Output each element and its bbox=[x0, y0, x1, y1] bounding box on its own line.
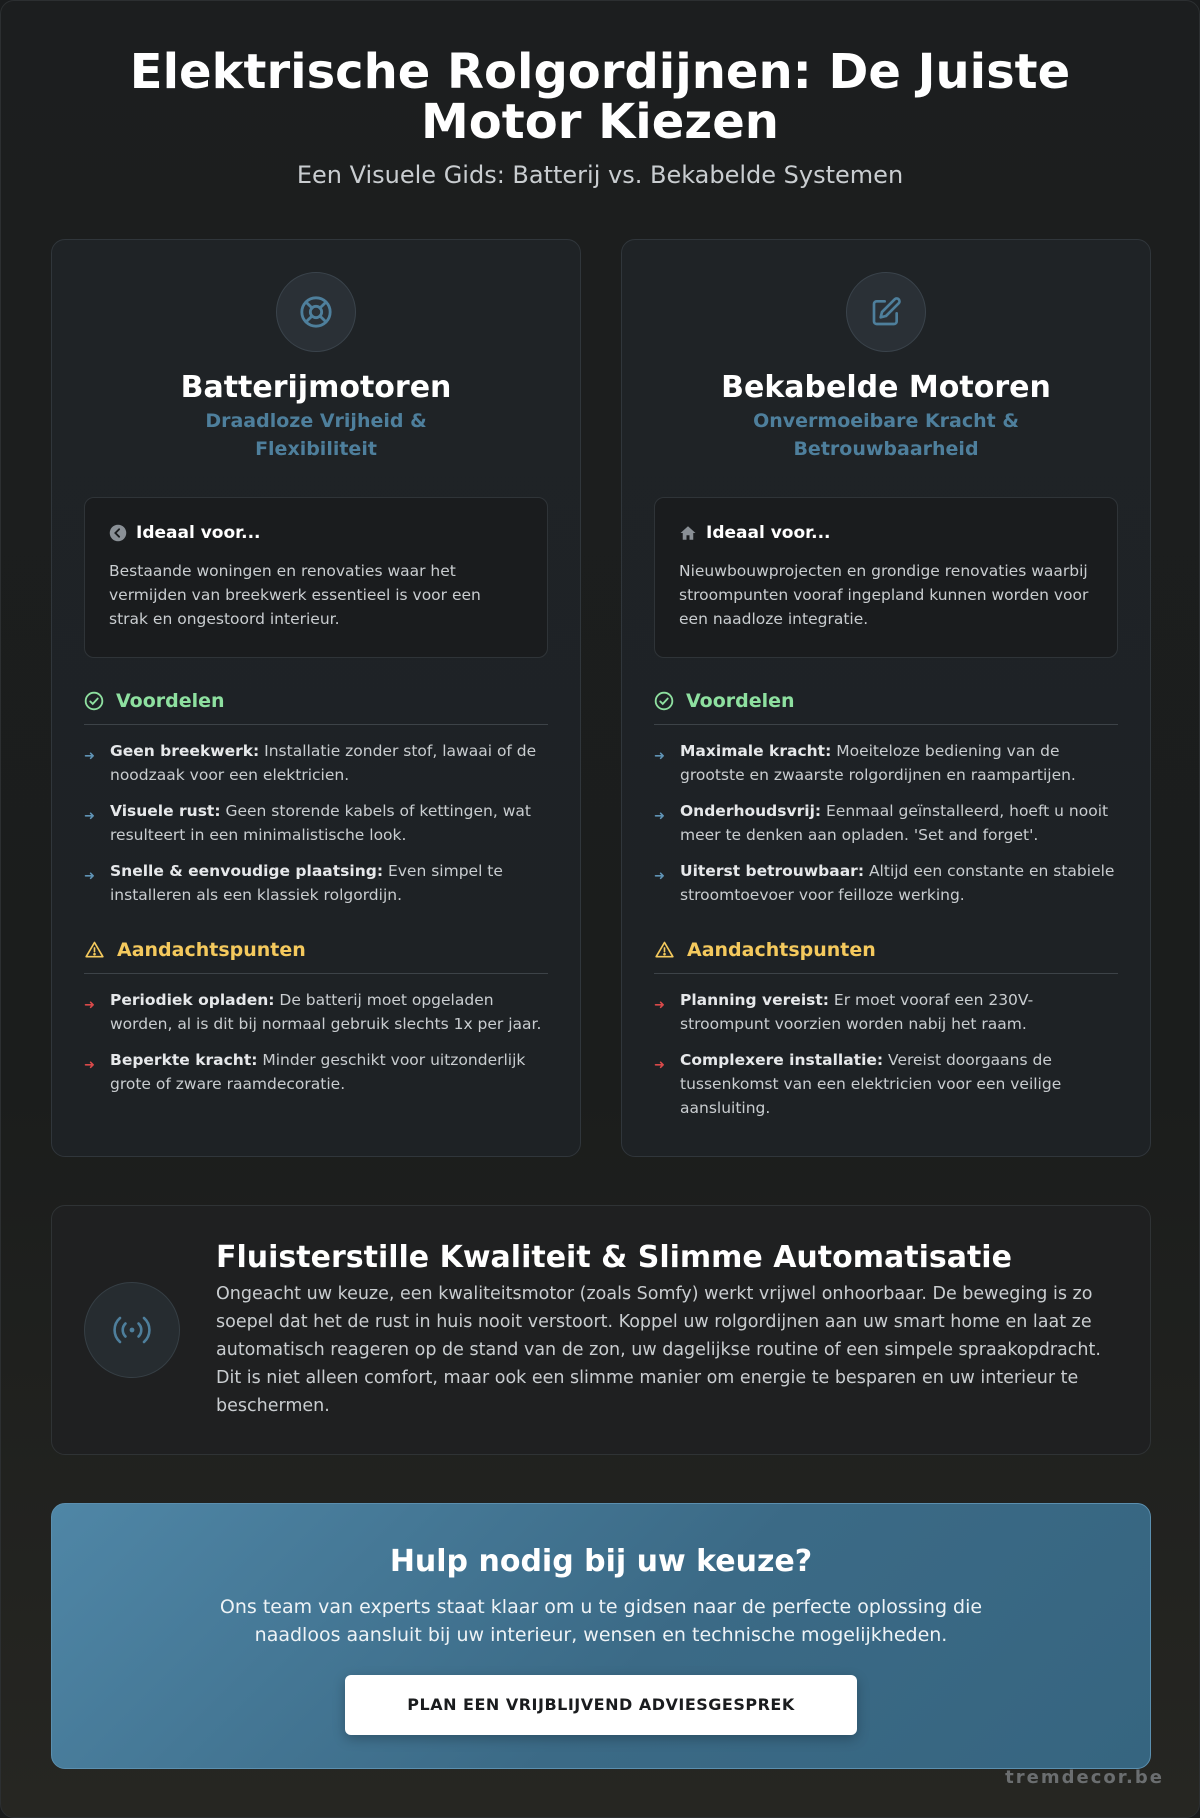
cta-panel bbox=[51, 1503, 1151, 1769]
list-item: ➜ Geen breekwerk: Installatie zonder stof, lawaai of de noodzaak voor een elektricien. bbox=[84, 739, 548, 787]
cons-heading bbox=[654, 939, 1118, 974]
arrow-left-circle-icon bbox=[109, 524, 127, 542]
pros-list bbox=[84, 739, 548, 907]
cons-list bbox=[654, 988, 1118, 1120]
list-item: ➜ Maximale kracht: Moeiteloze bediening van de grootste en zwaarste rolgordijnen en raampartijen. bbox=[654, 739, 1118, 787]
lifebuoy-icon bbox=[276, 272, 356, 352]
wireless-signal-icon bbox=[84, 1282, 180, 1378]
card-title: Bekabelde Motoren bbox=[721, 370, 1051, 405]
card-tagline: Draadloze Vrijheid & Flexibiliteit bbox=[205, 410, 427, 460]
list-item: ➜ Beperkte kracht: Minder geschikt voor uitzonderlijk grote of zware raamdecoratie. bbox=[84, 1048, 548, 1096]
arrow-right-icon: ➜ bbox=[654, 1058, 665, 1073]
feature-text: Ongeacht uw keuze, een kwaliteitsmotor (zoals Somfy) werkt vrijwel onhoorbaar. De beweging is zo soepel dat het de rust in huis nooit verstoort. Koppel uw rolgordijnen aan uw smart home en laat ze automatisch reageren op de stand van de zon, uw dagelijkse routine of een simpele spraakopdracht. Dit is niet alleen comfort, maar ook een slimme manier om energie te besparen en uw interieur te beschermen. bbox=[216, 1284, 1101, 1416]
pros-label: Voordelen bbox=[116, 690, 225, 712]
list-item: ➜ Onderhoudsvrij: Eenmaal geïnstalleerd, hoeft u nooit meer te denken aan opladen. 'Set and forget'. bbox=[654, 799, 1118, 847]
warning-triangle-icon bbox=[84, 940, 105, 960]
arrow-right-icon: ➜ bbox=[84, 1058, 95, 1073]
cons-label: Aandachtspunten bbox=[117, 939, 306, 961]
list-item: ➜ Visuele rust: Geen storende kabels of kettingen, wat resulteert in een minimalistische look. bbox=[84, 799, 548, 847]
arrow-right-icon: ➜ bbox=[654, 869, 665, 884]
cons-label: Aandachtspunten bbox=[687, 939, 876, 961]
feature-title: Fluisterstille Kwaliteit & Slimme Automatisatie bbox=[216, 1240, 1012, 1275]
arrow-right-icon: ➜ bbox=[84, 809, 95, 824]
card-title: Batterijmotoren bbox=[180, 370, 452, 405]
ideal-for-label: Ideaal voor... bbox=[136, 523, 261, 543]
edit-icon bbox=[846, 272, 926, 352]
ideal-for-text: Nieuwbouwprojecten en grondige renovaties waarbij stroompunten vooraf ingepland kunnen worden voor een naadloze integratie. bbox=[679, 562, 1089, 628]
cons-list bbox=[84, 988, 548, 1096]
header bbox=[1, 1, 1199, 189]
list-item: ➜ Uiterst betrouwbaar: Altijd een constante en stabiele stroomtoevoer voor feilloze werking. bbox=[654, 859, 1118, 907]
ideal-for-box bbox=[654, 497, 1118, 658]
page-title: Elektrische Rolgordijnen: De Juiste Motor Kiezen bbox=[129, 44, 1071, 150]
cta-text: Ons team van experts staat klaar om u te gidsen naar de perfecte oplossing die naadloos aansluit bij uw interieur, wensen en technische mogelijkheden. bbox=[219, 1596, 983, 1646]
page-subtitle: Een Visuele Gids: Batterij vs. Bekabelde Systemen bbox=[296, 161, 904, 189]
list-item: ➜ Complexere installatie: Vereist doorgaans de tussenkomst van een elektricien voor een veilige aansluiting. bbox=[654, 1048, 1118, 1120]
battery-motor-card bbox=[51, 239, 581, 1157]
check-circle-icon bbox=[84, 691, 104, 711]
warning-triangle-icon bbox=[654, 940, 675, 960]
pros-heading bbox=[84, 690, 548, 725]
feature-body bbox=[216, 1240, 1118, 1420]
ideal-for-heading bbox=[109, 523, 523, 543]
pros-label: Voordelen bbox=[686, 690, 795, 712]
ideal-for-heading bbox=[679, 523, 1093, 543]
cons-heading bbox=[84, 939, 548, 974]
cta-title: Hulp nodig bij uw keuze? bbox=[389, 1544, 813, 1579]
list-item: ➜ Planning vereist: Er moet vooraf een 230V-stroompunt voorzien worden nabij het raam. bbox=[654, 988, 1118, 1036]
ideal-for-text: Bestaande woningen en renovaties waar het vermijden van breekwerk essentieel is voor een strak en ongestoord interieur. bbox=[109, 562, 481, 628]
comparison-cards bbox=[51, 239, 1151, 1157]
card-tagline: Onvermoeibare Kracht & Betrouwbaarheid bbox=[753, 410, 1019, 460]
watermark: tremdecor.be bbox=[1005, 1767, 1164, 1788]
check-circle-icon bbox=[654, 691, 674, 711]
pros-list bbox=[654, 739, 1118, 907]
wired-motor-card bbox=[621, 239, 1151, 1157]
plan-consultation-button[interactable]: PLAN EEN VRIJBLIJVEND ADVIESGESPREK bbox=[345, 1675, 857, 1735]
feature-panel bbox=[51, 1205, 1151, 1455]
arrow-right-icon: ➜ bbox=[84, 998, 95, 1013]
list-item: ➜ Snelle & eenvoudige plaatsing: Even simpel te installeren als een klassiek rolgordijn. bbox=[84, 859, 548, 907]
arrow-right-icon: ➜ bbox=[84, 869, 95, 884]
arrow-right-icon: ➜ bbox=[84, 749, 95, 764]
ideal-for-label: Ideaal voor... bbox=[706, 523, 831, 543]
pros-heading bbox=[654, 690, 1118, 725]
arrow-right-icon: ➜ bbox=[654, 998, 665, 1013]
list-item: ➜ Periodiek opladen: De batterij moet opgeladen worden, al is dit bij normaal gebruik slechts 1x per jaar. bbox=[84, 988, 548, 1036]
ideal-for-box bbox=[84, 497, 548, 658]
arrow-right-icon: ➜ bbox=[654, 749, 665, 764]
arrow-right-icon: ➜ bbox=[654, 809, 665, 824]
home-icon bbox=[679, 524, 697, 542]
